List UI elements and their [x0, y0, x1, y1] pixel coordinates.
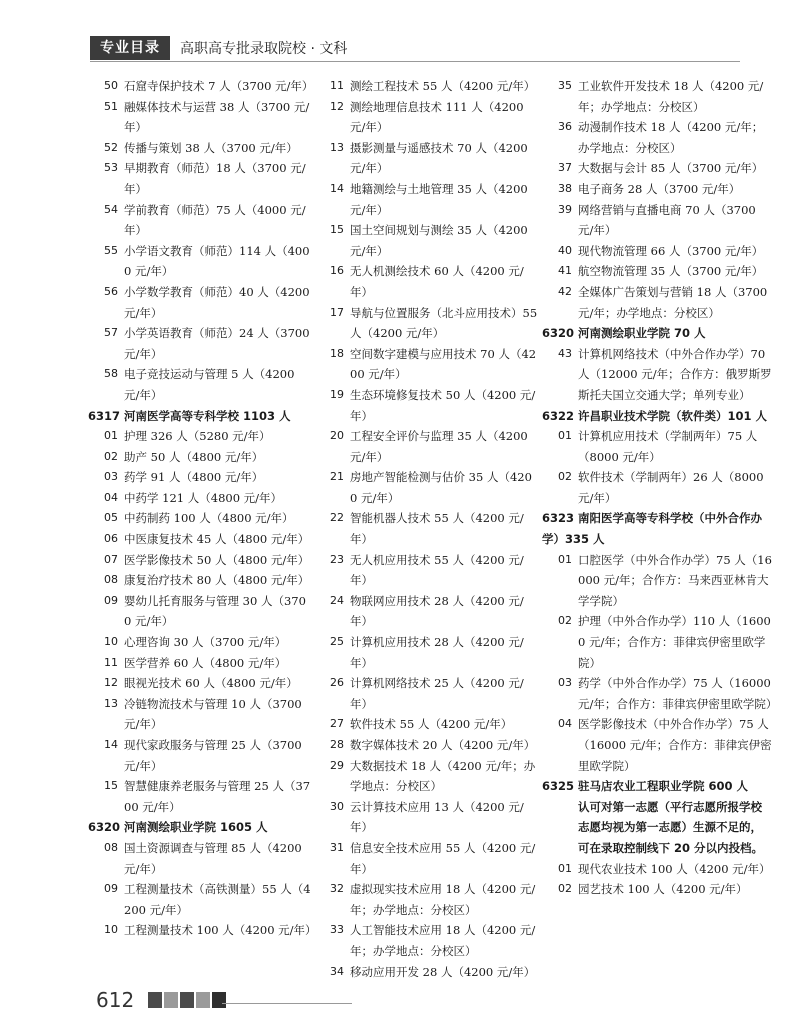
major-code: 02: [104, 449, 118, 463]
major-code: 26: [330, 676, 344, 690]
major-text: 中药学 121 人（4800 元/年）: [124, 490, 283, 505]
major-text: 现代物流管理 66 人（3700 元/年）: [578, 243, 764, 258]
major-text: 小学语文教育（师范）114 人（4000 元/年）: [124, 243, 310, 279]
major-code: 33: [330, 923, 344, 937]
major-text: 网络营销与直播电商 70 人（3700 元/年）: [578, 202, 756, 238]
list-item: [552, 426, 772, 467]
major-text: 动漫制作技术 18 人（4200 元/年；办学地点：分校区）: [578, 120, 764, 155]
major-text: 摄影测量与遥感技术 70 人（4200 元/年）: [350, 140, 528, 176]
school-heading: [542, 776, 772, 797]
major-code: 01: [558, 861, 572, 875]
school-heading: [542, 508, 772, 549]
list-item: [324, 591, 538, 632]
major-text: 生态环境修复技术 50 人（4200 元/年）: [350, 387, 536, 423]
list-item: [98, 570, 312, 591]
list-item: [324, 508, 538, 549]
school-code: 6325: [542, 779, 575, 794]
list-item: [324, 220, 538, 261]
major-code: 27: [330, 717, 344, 731]
major-code: 16: [330, 264, 344, 278]
list-item: [552, 879, 772, 900]
header-title: 高职高专批录取院校 · 文科: [180, 41, 348, 57]
major-code: 11: [104, 655, 118, 669]
major-text: 物联网应用技术 28 人（4200 元/年）: [350, 593, 524, 629]
list-item: [98, 694, 312, 735]
school-name: 驻马店农业工程职业学院 600 人: [578, 779, 749, 794]
column-1: [88, 76, 317, 941]
major-text: 融媒体技术与运营 38 人（3700 元/年）: [124, 99, 310, 135]
list-item: [324, 632, 538, 673]
list-item: [552, 241, 772, 262]
list-item: [324, 838, 538, 879]
footer-bar: [196, 992, 210, 1008]
major-text: 工程安全评价与监理 35 人（4200 元/年）: [350, 429, 528, 464]
major-code: 10: [104, 923, 118, 937]
list-item: [98, 282, 312, 323]
footer-bar: [180, 992, 194, 1008]
list-item: [324, 426, 538, 467]
school-code: 6317: [88, 408, 121, 423]
major-code: 57: [104, 326, 118, 340]
major-text: 早期教育（师范）18 人（3700 元/年）: [124, 161, 306, 196]
major-text: 智慧健康养老服务与管理 25 人（3700 元/年）: [124, 779, 311, 814]
major-text: 计算机网络技术 25 人（4200 元/年）: [350, 676, 524, 711]
major-code: 30: [330, 799, 344, 813]
major-code: 40: [558, 243, 572, 257]
list-item: [324, 879, 538, 920]
major-text: 国土资源调查与管理 85 人（4200 元/年）: [124, 840, 302, 876]
major-code: 51: [104, 99, 118, 113]
list-item: [98, 467, 312, 488]
major-text: 大数据与会计 85 人（3700 元/年）: [578, 161, 764, 176]
major-text: 药学（中外合作办学）75 人（16000 元/年；合作方：菲律宾伊密里欧学院）: [578, 676, 778, 711]
page-header: [90, 36, 347, 60]
major-code: 19: [330, 387, 344, 401]
list-item: [552, 261, 772, 282]
major-code: 35: [558, 79, 572, 92]
major-code: 53: [104, 161, 118, 175]
major-text: 护理 326 人（5280 元/年）: [124, 429, 271, 444]
major-text: 移动应用开发 28 人（4200 元/年）: [350, 964, 536, 979]
list-item: [324, 179, 538, 220]
list-item: [98, 426, 312, 447]
major-code: 09: [104, 882, 118, 896]
list-item: [324, 97, 538, 138]
major-code: 17: [330, 305, 344, 319]
list-item: [552, 611, 772, 673]
major-code: 12: [104, 676, 118, 690]
major-code: 21: [330, 470, 344, 484]
list-item: [98, 735, 312, 776]
major-code: 01: [558, 429, 572, 443]
major-code: 02: [558, 614, 572, 628]
major-text: 传播与策划 38 人（3700 元/年）: [124, 140, 298, 155]
list-item: [98, 138, 312, 159]
major-code: 07: [104, 552, 118, 566]
major-code: 28: [330, 738, 344, 751]
major-text: 计算机应用技术 28 人（4200 元/年）: [350, 635, 524, 670]
list-item: [98, 653, 312, 674]
major-code: 01: [558, 552, 572, 566]
major-text: 眼视光技术 60 人（4800 元/年）: [124, 676, 298, 691]
major-code: 25: [330, 635, 344, 649]
list-item: [98, 673, 312, 694]
major-code: 05: [104, 511, 118, 525]
list-item: [98, 879, 312, 920]
column-3: [542, 76, 778, 900]
major-text: 无人机测绘技术 60 人（4200 元/年）: [350, 264, 524, 299]
list-item: [324, 673, 538, 714]
list-item: [324, 467, 538, 508]
list-item: [98, 364, 312, 405]
major-text: 智能机器人技术 55 人（4200 元/年）: [350, 511, 524, 547]
major-text: 电子竞技运动与管理 5 人（4200 元/年）: [124, 367, 295, 402]
footer-divider: [222, 1003, 352, 1004]
major-code: 38: [558, 181, 572, 195]
list-item: [98, 550, 312, 571]
major-code: 20: [330, 429, 344, 443]
major-text: 地籍测绘与土地管理 35 人（4200 元/年）: [350, 181, 528, 217]
major-text: 口腔医学（中外合作办学）75 人（16000 元/年；合作方：马来西亚林肯大学学院）: [578, 552, 772, 608]
list-item: [98, 488, 312, 509]
list-item: [552, 859, 772, 880]
list-item: [552, 282, 772, 323]
list-item: [98, 591, 312, 632]
list-item: [324, 797, 538, 838]
list-item: [324, 962, 538, 983]
school-code: 6322: [542, 408, 575, 423]
section-tag: 专业目录: [90, 36, 170, 60]
major-code: 13: [330, 140, 344, 154]
major-text: 冷链物流技术与管理 10 人（3700 元/年）: [124, 696, 302, 732]
major-code: 56: [104, 284, 118, 298]
major-text: 房地产智能检测与估价 35 人（4200 元/年）: [350, 470, 532, 505]
major-code: 02: [558, 882, 572, 896]
major-code: 03: [104, 470, 118, 484]
major-code: 55: [104, 243, 118, 257]
school-name: 河南测绘职业学院 70 人: [578, 326, 706, 341]
major-text: 小学英语教育（师范）24 人（3700 元/年）: [124, 326, 310, 361]
major-text: 学前教育（师范）75 人（4000 元/年）: [124, 202, 306, 238]
footer-bar: [212, 992, 226, 1008]
list-item: [552, 714, 772, 776]
major-text: 现代农业技术 100 人（4200 元/年）: [578, 861, 771, 876]
list-item: [324, 385, 538, 426]
major-code: 02: [558, 470, 572, 484]
major-text: 心理咨询 30 人（3700 元/年）: [124, 635, 287, 650]
major-text: 导航与位置服务（北斗应用技术）55 人（4200 元/年）: [350, 305, 538, 341]
major-code: 22: [330, 511, 344, 525]
major-code: 52: [104, 140, 118, 154]
school-name: 南阳医学高等专科学校（中外合作办学）335 人: [542, 511, 763, 547]
major-text: 工程测量技术 100 人（4200 元/年）: [124, 923, 317, 938]
major-text: 云计算技术应用 13 人（4200 元/年）: [350, 799, 524, 835]
major-code: 31: [330, 840, 344, 854]
major-text: 软件技术（学制两年）26 人（8000 元/年）: [578, 470, 764, 505]
list-item: [98, 632, 312, 653]
major-code: 23: [330, 552, 344, 566]
major-code: 09: [104, 593, 118, 607]
major-code: 03: [558, 676, 572, 690]
list-item: [324, 550, 538, 591]
list-item: [552, 179, 772, 200]
major-text: 数字媒体技术 20 人（4200 元/年）: [350, 738, 536, 752]
header-divider: [90, 61, 740, 62]
major-text: 信息安全技术应用 55 人（4200 元/年）: [350, 840, 536, 876]
major-code: 36: [558, 120, 572, 134]
list-item: [98, 447, 312, 468]
major-code: 10: [104, 635, 118, 649]
major-text: 大数据技术 18 人（4200 元/年；办学地点：分校区）: [350, 758, 536, 794]
major-code: 15: [330, 223, 344, 237]
list-item: [98, 241, 312, 282]
major-text: 小学数学教育（师范）40 人（4200 元/年）: [124, 284, 310, 320]
column-2: [324, 76, 538, 982]
list-item: [98, 200, 312, 241]
list-item: [324, 735, 538, 756]
major-text: 医学影像技术 50 人（4800 元/年）: [124, 552, 310, 567]
major-text: 国土空间规划与测绘 35 人（4200 元/年）: [350, 223, 528, 258]
school-code: 6320: [88, 820, 121, 835]
major-text: 人工智能技术应用 18 人（4200 元/年；办学地点：分校区）: [350, 923, 536, 958]
major-text: 软件技术 55 人（4200 元/年）: [350, 717, 513, 732]
major-code: 50: [104, 79, 118, 92]
major-code: 37: [558, 161, 572, 175]
major-text: 无人机应用技术 55 人（4200 元/年）: [350, 552, 524, 588]
major-code: 08: [104, 840, 118, 854]
major-code: 18: [330, 346, 344, 360]
major-text: 助产 50 人（4800 元/年）: [124, 449, 264, 464]
major-text: 工业软件开发技术 18 人（4200 元/年；办学地点：分校区）: [578, 79, 764, 114]
list-item: [552, 117, 772, 158]
list-item: [324, 303, 538, 344]
major-code: 34: [330, 964, 344, 978]
major-text: 中医康复技术 45 人（4800 元/年）: [124, 532, 310, 547]
major-code: 11: [330, 79, 344, 92]
major-text: 现代家政服务与管理 25 人（3700 元/年）: [124, 738, 302, 773]
major-code: 04: [558, 717, 572, 731]
major-code: 12: [330, 99, 344, 113]
major-code: 54: [104, 202, 118, 216]
major-text: 护理（中外合作办学）110 人（16000 元/年；合作方：菲律宾伊密里欧学院）: [578, 614, 771, 670]
footer-bar: [148, 992, 162, 1008]
school-heading: [88, 817, 312, 838]
major-code: 14: [104, 738, 118, 751]
major-code: 01: [104, 429, 118, 443]
list-item: [324, 714, 538, 735]
major-code: 08: [104, 573, 118, 587]
major-text: 园艺技术 100 人（4200 元/年）: [578, 882, 748, 897]
major-text: 空间数字建模与应用技术 70 人（4200 元/年）: [350, 346, 537, 382]
major-text: 石窟寺保护技术 7 人（3700 元/年）: [124, 79, 314, 93]
list-item: [552, 344, 772, 406]
major-text: 测绘地理信息技术 111 人（4200 元/年）: [350, 99, 524, 135]
major-code: 32: [330, 882, 344, 896]
major-code: 06: [104, 532, 118, 546]
list-item: [98, 838, 312, 879]
school-name: 许昌职业技术学院（软件类）101 人: [578, 408, 768, 423]
list-item: [552, 76, 772, 117]
list-item: [98, 508, 312, 529]
major-text: 全媒体广告策划与营销 18 人（3700 元/年；办学地点：分校区）: [578, 284, 768, 320]
list-item: [324, 344, 538, 385]
list-item: [552, 467, 772, 508]
major-code: 29: [330, 758, 344, 772]
page-number: 612: [96, 988, 135, 1012]
major-text: 计算机网络技术（中外合作办学）70 人（12000 元/年；合作方：俄罗斯罗斯托夫国立交通大学；单列专业）: [578, 346, 772, 402]
major-code: 24: [330, 593, 344, 607]
major-text: 康复治疗技术 80 人（4800 元/年）: [124, 573, 310, 588]
major-text: 测绘工程技术 55 人（4200 元/年）: [350, 79, 536, 93]
list-item: [324, 261, 538, 302]
list-item: [552, 550, 772, 612]
school-name: 河南测绘职业学院 1605 人: [124, 820, 268, 835]
major-text: 航空物流管理 35 人（3700 元/年）: [578, 264, 764, 279]
major-code: 39: [558, 202, 572, 216]
school-code: 6323: [542, 511, 575, 526]
school-heading: [542, 406, 772, 427]
school-name: 河南医学高等专科学校 1103 人: [124, 408, 291, 423]
list-item: [98, 529, 312, 550]
major-text: 医学影像技术（中外合作办学）75 人（16000 元/年；合作方：菲律宾伊密里欧学院）: [578, 717, 772, 773]
school-code: 6320: [542, 326, 575, 341]
list-item: [324, 76, 538, 97]
list-item: [552, 158, 772, 179]
major-text: 医学营养 60 人（4800 元/年）: [124, 655, 287, 670]
list-item: [324, 138, 538, 179]
major-text: 婴幼儿托育服务与管理 30 人（3700 元/年）: [124, 593, 306, 629]
major-text: 计算机应用技术（学制两年）75 人（8000 元/年）: [578, 429, 758, 464]
major-code: 15: [104, 779, 118, 793]
major-code: 41: [558, 264, 572, 278]
list-item: [552, 673, 778, 714]
major-text: 药学 91 人（4800 元/年）: [124, 470, 264, 485]
major-code: 42: [558, 284, 572, 298]
major-code: 43: [558, 346, 572, 360]
list-item: [98, 76, 312, 97]
major-text: 虚拟现实技术应用 18 人（4200 元/年；办学地点：分校区）: [350, 882, 536, 917]
admission-note: 认可对第一志愿（平行志愿所报学校志愿均视为第一志愿）生源不足的，可在录取控制线下 20 分以内投档。: [578, 799, 764, 855]
list-item: [552, 200, 772, 241]
list-item: [324, 920, 538, 961]
major-code: 14: [330, 181, 344, 195]
major-code: 13: [104, 696, 118, 710]
major-text: 工程测量技术（高铁测量）55 人（4200 元/年）: [124, 882, 311, 917]
major-code: 58: [104, 367, 118, 381]
list-item: [98, 323, 312, 364]
major-text: 中药制药 100 人（4800 元/年）: [124, 511, 294, 526]
school-heading: [542, 323, 772, 344]
major-text: 电子商务 28 人（3700 元/年）: [578, 181, 741, 196]
list-item: [98, 158, 312, 199]
school-heading: [88, 406, 312, 427]
list-item: [98, 920, 317, 941]
list-item: [98, 97, 312, 138]
list-item: [98, 776, 312, 817]
footer-decoration: [148, 992, 226, 1008]
footer-bar: [164, 992, 178, 1008]
page-footer: [96, 988, 226, 1012]
list-item: [324, 756, 538, 797]
major-code: 04: [104, 490, 118, 504]
